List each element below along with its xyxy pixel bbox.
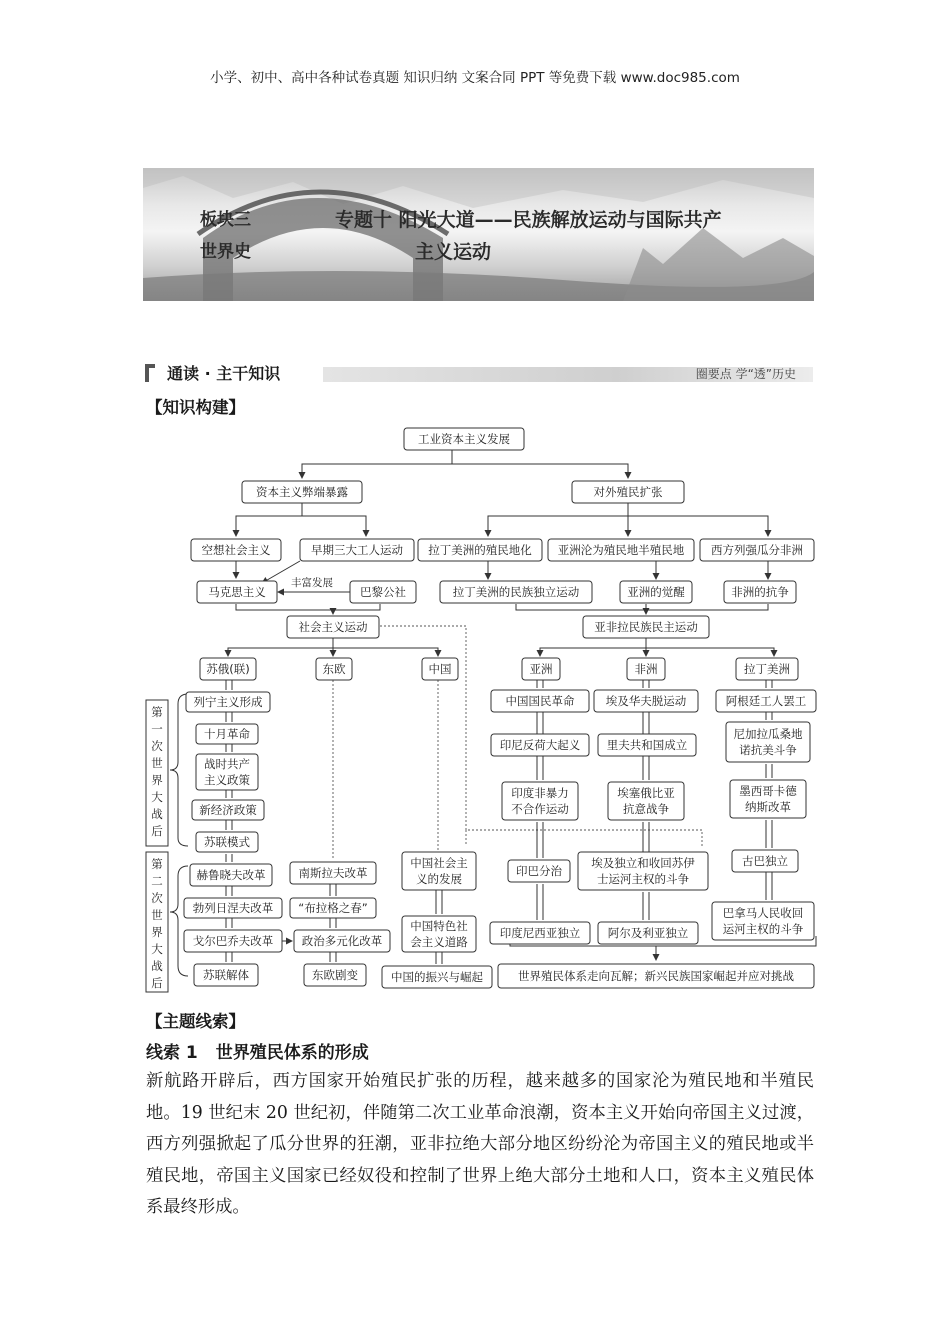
node-argentina	[716, 690, 816, 712]
node-soviet-model	[196, 832, 258, 852]
node-socialist-movement	[287, 616, 379, 638]
svg-text:不合作运动: 不合作运动	[511, 802, 569, 816]
node-war-communism	[196, 754, 258, 790]
node-brezhnev	[184, 898, 282, 918]
svg-text:中国社会主: 中国社会主	[410, 856, 468, 870]
node-october	[196, 724, 258, 744]
node-rif-republic	[598, 734, 696, 756]
svg-text:早期三大工人运动: 早期三大工人运动	[311, 543, 403, 557]
node-colonial-expansion	[572, 481, 684, 503]
svg-text:阿根廷工人罢工: 阿根廷工人罢工	[725, 694, 807, 708]
node-india-noncoop	[502, 782, 578, 820]
clue-1-paragraph	[146, 1066, 814, 1224]
svg-text:埃塞俄比亚: 埃塞俄比亚	[617, 786, 675, 800]
node-utopian	[191, 539, 281, 561]
svg-text:诺抗美斗争: 诺抗美斗争	[739, 743, 797, 757]
topic-title-line1: 专题十 阳光大道——民族解放运动与国际共产	[335, 209, 722, 231]
svg-text:空想社会主义: 空想社会主义	[201, 543, 271, 557]
svg-text:东欧: 东欧	[322, 662, 346, 676]
node-east-europe	[316, 658, 352, 680]
svg-text:界: 界	[151, 925, 163, 939]
node-yugoslavia	[290, 862, 376, 884]
heading-clues: 【主题线索】	[146, 1012, 245, 1031]
heading-knowledge: 【知识构建】	[146, 398, 245, 417]
svg-text:政治多元化改革: 政治多元化改革	[301, 934, 383, 948]
node-egypt-wafd	[594, 690, 698, 712]
svg-text:拉丁美洲的民族独立运动: 拉丁美洲的民族独立运动	[452, 585, 580, 599]
node-asia-awakening	[620, 581, 692, 603]
svg-text:战时共产: 战时共产	[204, 757, 250, 771]
svg-text:对外殖民扩张: 对外殖民扩张	[593, 485, 663, 499]
node-ussr	[200, 658, 256, 680]
svg-text:界: 界	[151, 773, 163, 787]
node-final	[498, 964, 814, 988]
svg-text:主义政策: 主义政策	[204, 773, 250, 787]
node-latam-colonization	[418, 539, 542, 561]
node-indonesia-indep	[490, 922, 590, 944]
svg-text:亚洲: 亚洲	[529, 662, 553, 676]
node-paris-commune	[350, 581, 416, 603]
node-algeria	[598, 922, 698, 944]
svg-text:亚非拉民族民主运动: 亚非拉民族民主运动	[594, 620, 698, 634]
svg-text:拉丁美洲的殖民地化: 拉丁美洲的殖民地化	[428, 543, 532, 557]
svg-text:工业资本主义发展: 工业资本主义发展	[418, 432, 510, 446]
clue-1-label: 线索 1	[146, 1043, 198, 1063]
svg-text:勃列日涅夫改革: 勃列日涅夫改革	[192, 901, 274, 915]
svg-text:世: 世	[151, 756, 163, 770]
label-enrich: 丰富发展	[291, 577, 333, 589]
svg-text:世界殖民体系走向瓦解；新兴民族国家崛起并应对挑战: 世界殖民体系走向瓦解；新兴民族国家崛起并应对挑战	[518, 969, 794, 983]
node-gorbachev	[184, 930, 282, 952]
svg-text:社会主义运动: 社会主义运动	[298, 620, 368, 634]
node-nicaragua	[726, 722, 810, 762]
svg-text:大: 大	[151, 942, 163, 956]
svg-text:次: 次	[151, 891, 163, 905]
node-china	[422, 658, 458, 680]
svg-text:后: 后	[151, 976, 163, 990]
ww2-label	[146, 852, 168, 992]
svg-text:第: 第	[151, 857, 163, 871]
node-ussr-collapse	[194, 964, 258, 986]
svg-text:中国特色社: 中国特色社	[410, 919, 468, 933]
node-africa-resistance	[724, 581, 796, 603]
svg-text:二: 二	[151, 874, 163, 888]
svg-text:中国国民革命: 中国国民革命	[505, 694, 575, 708]
svg-text:南斯拉夫改革: 南斯拉夫改革	[298, 866, 368, 880]
svg-text:纳斯改革: 纳斯改革	[745, 800, 791, 814]
svg-text:埃及华夫脱运动: 埃及华夫脱运动	[605, 694, 687, 708]
node-east-change	[304, 964, 366, 986]
svg-text:印巴分治: 印巴分治	[516, 864, 562, 878]
svg-text:会主义道路: 会主义道路	[410, 935, 468, 949]
svg-text:战: 战	[151, 807, 163, 821]
node-ethiopia	[608, 782, 684, 820]
clue-1-heading	[146, 1038, 369, 1063]
node-pluralism	[294, 930, 390, 952]
svg-text:世: 世	[151, 908, 163, 922]
svg-text:巴拿马人民收回: 巴拿马人民收回	[722, 906, 804, 920]
svg-text:中国的振兴与崛起: 中国的振兴与崛起	[391, 970, 483, 984]
node-asia-semicolony	[548, 539, 694, 561]
node-china-revolution	[491, 690, 589, 712]
node-cuba	[732, 850, 798, 872]
svg-text:资本主义弊端暴露: 资本主义弊端暴露	[256, 485, 348, 499]
node-nep	[192, 800, 264, 820]
svg-text:印度非暴力: 印度非暴力	[511, 786, 569, 800]
node-china-rise	[382, 966, 492, 988]
svg-text:抗意战争: 抗意战争	[623, 802, 669, 816]
svg-text:中国: 中国	[428, 662, 452, 676]
svg-text:“布拉格之春”: “布拉格之春”	[298, 901, 368, 915]
block-label-2: 世界史	[200, 242, 251, 262]
diagram-connectors	[170, 450, 816, 976]
node-khrushchev	[190, 864, 272, 886]
svg-text:非洲的抗争: 非洲的抗争	[731, 585, 789, 599]
node-marxism	[197, 581, 277, 603]
svg-text:西方列强瓜分非洲: 西方列强瓜分非洲	[711, 543, 803, 557]
svg-text:印尼反荷大起义: 印尼反荷大起义	[499, 738, 581, 752]
svg-text:义的发展: 义的发展	[416, 872, 462, 886]
node-afroasia-latam	[583, 616, 709, 638]
node-indonesia-uprising	[491, 734, 589, 756]
svg-text:阿尔及利亚独立: 阿尔及利亚独立	[607, 926, 689, 940]
svg-text:墨西哥卡德: 墨西哥卡德	[739, 784, 797, 798]
clue-1-title: 世界殖民体系的形成	[215, 1043, 369, 1063]
ww1-label	[146, 700, 168, 846]
topic-title-line2: 主义运动	[415, 241, 492, 263]
svg-text:赫鲁晓夫改革: 赫鲁晓夫改革	[196, 868, 266, 882]
svg-text:十月革命: 十月革命	[204, 727, 250, 741]
svg-text:里夫共和国成立: 里夫共和国成立	[606, 738, 688, 752]
svg-text:戈尔巴乔夫改革: 戈尔巴乔夫改革	[192, 934, 274, 948]
block-label-1: 板块三	[200, 210, 251, 230]
section-title: 通读 · 主干知识	[167, 364, 281, 383]
svg-text:苏联模式: 苏联模式	[204, 835, 250, 849]
node-latam-independence	[440, 581, 592, 603]
svg-text:古巴独立: 古巴独立	[742, 854, 788, 868]
svg-text:后: 后	[151, 824, 163, 838]
svg-text:亚洲的觉醒: 亚洲的觉醒	[627, 585, 685, 599]
svg-text:苏联解体: 苏联解体	[203, 968, 249, 982]
svg-text:埃及独立和收回苏伊: 埃及独立和收回苏伊	[591, 856, 695, 870]
svg-text:印度尼西亚独立: 印度尼西亚独立	[499, 926, 581, 940]
node-africa	[627, 658, 665, 680]
node-suez	[578, 852, 708, 890]
svg-text:东欧剧变: 东欧剧变	[312, 968, 358, 982]
node-panama	[712, 902, 814, 940]
svg-text:第: 第	[151, 705, 163, 719]
svg-text:新经济政策: 新经济政策	[199, 803, 257, 817]
svg-text:列宁主义形成: 列宁主义形成	[193, 695, 263, 709]
svg-text:次: 次	[151, 739, 163, 753]
node-leninism	[186, 692, 270, 712]
clue-1-text: 新航路开辟后，西方国家开始殖民扩张的历程，越来越多的国家沦为殖民地和半殖民地。19 世纪末 20 世纪初，伴随第二次工业革命浪潮，资本主义开始向帝国主义过渡，西方列强掀起了瓜分世界的狂潮，亚非拉绝大部分地区纷纷沦为帝国主义的殖民地或半殖民地，帝国主义国家已经奴役和控制了世界上绝大部分土地和人口，资本主义殖民体系最终形成。	[146, 1071, 814, 1217]
svg-text:尼加拉瓜桑地: 尼加拉瓜桑地	[733, 727, 803, 741]
node-africa-partition	[700, 539, 814, 561]
watermark-header: 小学、初中、高中各种试卷真题 知识归纳 文案合同 PPT 等免费下载 www.doc985.com	[210, 70, 740, 86]
svg-text:拉丁美洲: 拉丁美洲	[744, 662, 790, 676]
node-capitalism-issues	[242, 481, 362, 503]
node-china-path	[402, 916, 476, 952]
node-india-partition	[508, 860, 570, 882]
node-latin-america	[736, 658, 798, 680]
svg-text:巴黎公社: 巴黎公社	[360, 585, 406, 599]
svg-text:亚洲沦为殖民地半殖民地: 亚洲沦为殖民地半殖民地	[557, 543, 685, 557]
svg-text:士运河主权的斗争: 士运河主权的斗争	[597, 872, 689, 886]
section-slogan: 圈要点 学“透”历史	[695, 367, 796, 381]
svg-text:苏俄(联): 苏俄(联)	[206, 662, 250, 676]
svg-text:非洲: 非洲	[634, 662, 658, 676]
node-workers	[300, 539, 414, 561]
node-asia	[522, 658, 560, 680]
node-root	[404, 428, 524, 450]
node-prague	[290, 898, 376, 918]
svg-text:马克思主义: 马克思主义	[208, 585, 266, 599]
svg-text:大: 大	[151, 790, 163, 804]
svg-text:战: 战	[151, 959, 163, 973]
node-mexico	[730, 780, 806, 818]
svg-text:运河主权的斗争: 运河主权的斗争	[722, 922, 804, 936]
node-china-development	[402, 852, 476, 890]
svg-text:一: 一	[151, 722, 163, 736]
